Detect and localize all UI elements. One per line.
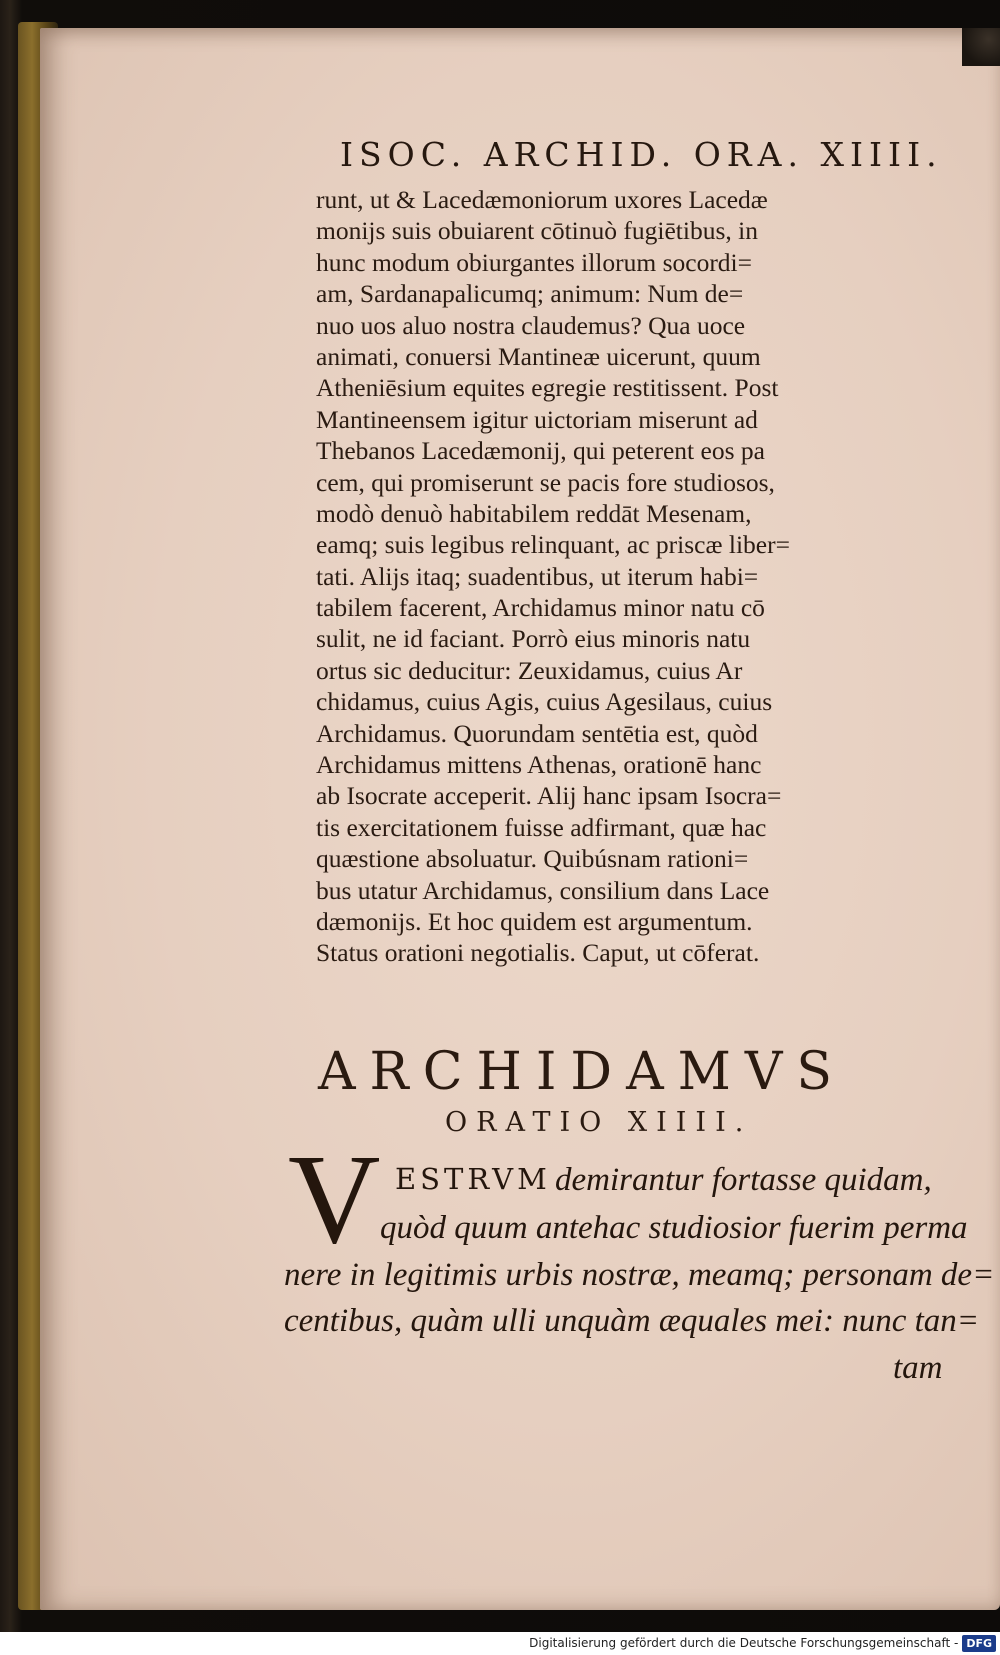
text-line: Mantineensem igitur uictoriam miserunt ad bbox=[316, 404, 758, 434]
oration-title: ARCHIDAMVS bbox=[318, 1042, 847, 1102]
text-line: Status orationi negotialis. Caput, ut cōferat. bbox=[316, 938, 760, 968]
drop-cap-initial: V bbox=[288, 1128, 381, 1270]
text-line: hunc modum obiurgantes illorum socordi= bbox=[316, 247, 753, 277]
page-corner-shadow bbox=[962, 28, 1000, 66]
text-line: monijs suis obuiarent cōtinuò fugiētibus, in bbox=[316, 216, 758, 246]
running-head: ISOC. ARCHID. ORA. XIIII. bbox=[340, 135, 943, 174]
text-line: eamq; suis legibus relinquant, ac priscæ liber= bbox=[316, 530, 790, 560]
text-line: modò denuò habitabilem reddāt Mesenam, bbox=[316, 498, 752, 528]
text-line: animati, conuersi Mantineæ uicerunt, quum bbox=[316, 341, 761, 371]
oration-text-line: nere in legitimis urbis nostræ, meamq; personam de= bbox=[284, 1257, 995, 1293]
oration-text-line: centibus, quàm ulli unquàm æquales mei: nunc tan= bbox=[284, 1303, 980, 1339]
text-line: Archidamus. Quorundam sentētia est, quòd bbox=[316, 718, 758, 748]
digitization-footer bbox=[0, 1632, 1000, 1655]
text-line: nuo uos aluo nostra claudemus? Qua uoce bbox=[316, 310, 746, 340]
footer-credit: Digitalisierung gefördert durch die Deutsche Forschungsgemeinschaft - bbox=[529, 1636, 959, 1650]
text-line: tis exercitationem fuisse adfirmant, quæ hac bbox=[316, 812, 767, 842]
oration-text-line: quòd quum antehac studiosior fuerim perma bbox=[380, 1210, 968, 1246]
text-line: dæmonijs. Et hoc quidem est argumentum. bbox=[316, 906, 753, 936]
text-line: tabilem facerent, Archidamus minor natu cō bbox=[316, 593, 765, 623]
text-line: quæstione absoluatur. Quibúsnam rationi= bbox=[316, 844, 749, 874]
text-line: Atheniēsium equites egregie restitissent. Post bbox=[316, 373, 779, 403]
oration-text-line: demirantur fortasse quidam, bbox=[555, 1162, 932, 1198]
argument-text bbox=[316, 184, 926, 969]
text-line: ab Isocrate acceperit. Alij hanc ipsam Isocra= bbox=[316, 781, 782, 811]
text-line: tati. Alijs itaq; suadentibus, ut iterum habi= bbox=[316, 561, 759, 591]
text-line: cem, qui promiserunt se pacis fore studiosos, bbox=[316, 467, 775, 497]
text-line: ortus sic deducitur: Zeuxidamus, cuius Ar bbox=[316, 655, 743, 685]
text-line: Archidamus mittens Athenas, orationē hanc bbox=[316, 750, 762, 780]
catchword: tam bbox=[893, 1350, 943, 1386]
opening-word: ESTRVM bbox=[395, 1162, 551, 1196]
text-line: Thebanos Lacedæmonij, qui peterent eos pa bbox=[316, 436, 765, 466]
text-line: sulit, ne id faciant. Porrò eius minoris natu bbox=[316, 624, 751, 654]
text-line: runt, ut & Lacedæmoniorum uxores Lacedæ bbox=[316, 185, 768, 214]
text-line: chidamus, cuius Agis, cuius Agesilaus, cuius bbox=[316, 687, 773, 717]
text-line: bus utatur Archidamus, consilium dans Lace bbox=[316, 875, 770, 905]
dfg-logo: DFG bbox=[962, 1635, 996, 1652]
oration-subtitle: ORATIO XIIII. bbox=[445, 1107, 753, 1138]
text-line: am, Sardanapalicumq; animum: Num de= bbox=[316, 279, 744, 309]
